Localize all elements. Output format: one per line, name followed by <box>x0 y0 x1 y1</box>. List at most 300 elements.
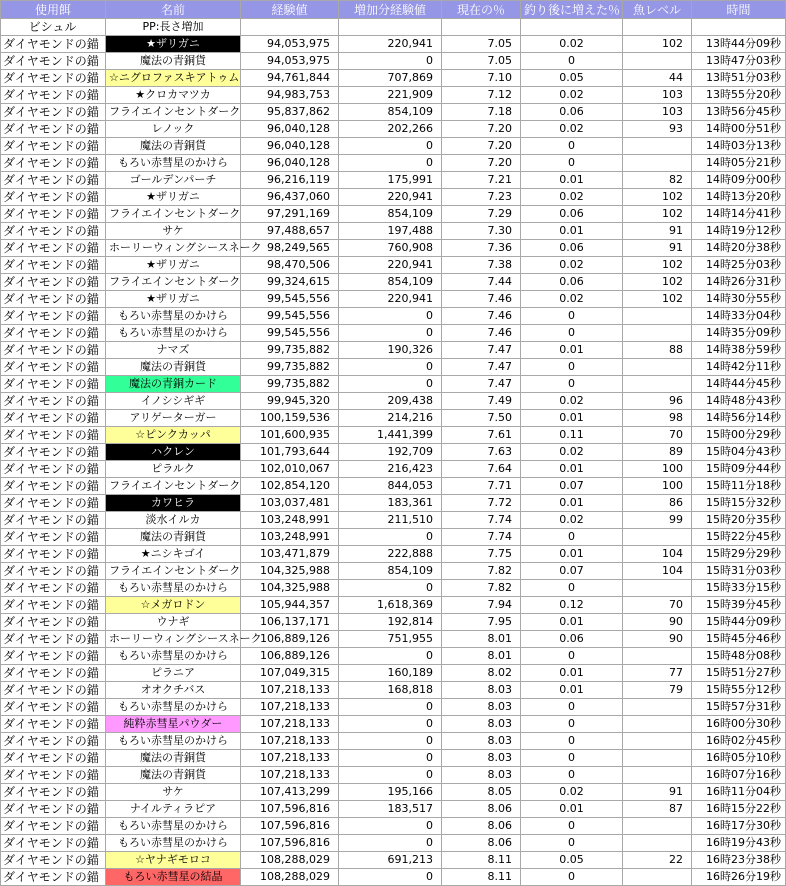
time-cell: 14時35分09秒 <box>692 325 786 342</box>
fish-level-cell: 96 <box>623 393 692 410</box>
exp-cell: 108,288,029 <box>241 852 339 869</box>
exp-cell: 107,596,816 <box>241 835 339 852</box>
name-cell: サケ <box>106 223 241 240</box>
header-exp: 経験値 <box>241 1 339 19</box>
fish-level-cell <box>623 529 692 546</box>
name-cell: ★ザリガニ <box>106 291 241 308</box>
name-cell: カワヒラ <box>106 495 241 512</box>
header-fish-level: 魚レベル <box>623 1 692 19</box>
header-time: 時間 <box>692 1 786 19</box>
exp-cell: 97,291,169 <box>241 206 339 223</box>
current-pct-cell: 7.10 <box>442 70 521 87</box>
time-cell: 15時55分12秒 <box>692 682 786 699</box>
current-pct-cell: 8.06 <box>442 835 521 852</box>
name-cell: オオクチバス <box>106 682 241 699</box>
pct-gain-cell: 0 <box>521 359 623 376</box>
exp-cell: 98,249,565 <box>241 240 339 257</box>
pct-gain-cell: 0.02 <box>521 512 623 529</box>
pct-gain-cell: 0 <box>521 818 623 835</box>
fish-level-cell: 70 <box>623 597 692 614</box>
exp-gain-cell: 0 <box>339 376 442 393</box>
time-cell: 14時14分41秒 <box>692 206 786 223</box>
fish-level-cell: 89 <box>623 444 692 461</box>
bait-cell: ダイヤモンドの錨 <box>1 240 106 257</box>
exp-gain-cell: 222,888 <box>339 546 442 563</box>
bait-cell: ダイヤモンドの錨 <box>1 716 106 733</box>
header-bait: 使用餌 <box>1 1 106 19</box>
fish-level-cell: 88 <box>623 342 692 359</box>
fish-level-cell <box>623 818 692 835</box>
exp-gain-cell: 751,955 <box>339 631 442 648</box>
pct-gain-cell: 0.02 <box>521 36 623 53</box>
time-cell: 15時48分08秒 <box>692 648 786 665</box>
table-row <box>1 359 786 376</box>
exp-gain-cell: 220,941 <box>339 257 442 274</box>
pct-gain-cell: 0 <box>521 308 623 325</box>
current-pct-cell: 7.21 <box>442 172 521 189</box>
name-cell: 魔法の青銅貨 <box>106 529 241 546</box>
name-cell: もろい赤彗星のかけら <box>106 835 241 852</box>
exp-cell: 107,218,133 <box>241 767 339 784</box>
exp-gain-cell: 691,213 <box>339 852 442 869</box>
name-cell: ピラルク <box>106 461 241 478</box>
table-row <box>1 665 786 682</box>
table-row <box>1 138 786 155</box>
exp-cell: 102,854,120 <box>241 478 339 495</box>
bait-cell: ダイヤモンドの錨 <box>1 359 106 376</box>
pct-gain-cell: 0.01 <box>521 546 623 563</box>
fish-level-cell <box>623 308 692 325</box>
bait-cell: ダイヤモンドの錨 <box>1 172 106 189</box>
pct-gain-cell: 0 <box>521 716 623 733</box>
current-pct-cell: 7.71 <box>442 478 521 495</box>
pct-gain-cell: 0.01 <box>521 801 623 818</box>
fish-level-cell: 90 <box>623 631 692 648</box>
table-row <box>1 852 786 869</box>
time-cell: 16時11分04秒 <box>692 784 786 801</box>
bait-cell: ダイヤモンドの錨 <box>1 614 106 631</box>
time-cell: 14時20分38秒 <box>692 240 786 257</box>
name-cell: 魔法の青銅貨 <box>106 53 241 70</box>
table-row <box>1 648 786 665</box>
pct-gain-cell: 0 <box>521 325 623 342</box>
current-pct-cell: 8.03 <box>442 733 521 750</box>
exp-gain-cell: 760,908 <box>339 240 442 257</box>
bait-cell: ダイヤモンドの錨 <box>1 53 106 70</box>
name-cell: 純粋赤彗星パウダー <box>106 716 241 733</box>
pct-gain-cell: 0.01 <box>521 223 623 240</box>
bait-cell: ダイヤモンドの錨 <box>1 767 106 784</box>
pct-gain-cell: 0.02 <box>521 444 623 461</box>
fish-level-cell: 91 <box>623 784 692 801</box>
current-pct-cell: 7.82 <box>442 563 521 580</box>
table-row <box>1 172 786 189</box>
bait-cell: ダイヤモンドの錨 <box>1 597 106 614</box>
current-pct-cell: 7.50 <box>442 410 521 427</box>
pct-gain-cell: 0.02 <box>521 393 623 410</box>
pct-gain-cell: 0 <box>521 699 623 716</box>
name-cell: フライエインセントダーク <box>106 274 241 291</box>
time-cell: 14時19分12秒 <box>692 223 786 240</box>
table-row <box>1 512 786 529</box>
exp-gain-cell: 854,109 <box>339 274 442 291</box>
fish-level-cell <box>623 648 692 665</box>
fish-level-cell: 90 <box>623 614 692 631</box>
name-cell: 魔法の青銅貨 <box>106 359 241 376</box>
header-pct-gain: 釣り後に増えた％ <box>521 1 623 19</box>
pct-gain-cell: 0 <box>521 138 623 155</box>
exp-gain-cell: 0 <box>339 716 442 733</box>
bait-cell: ダイヤモンドの錨 <box>1 835 106 852</box>
exp-gain-cell: 0 <box>339 325 442 342</box>
table-row <box>1 835 786 852</box>
pct-gain-cell: 0 <box>521 750 623 767</box>
exp-gain-cell: 202,266 <box>339 121 442 138</box>
exp-cell: 106,137,171 <box>241 614 339 631</box>
table-row <box>1 325 786 342</box>
time-cell: 14時13分20秒 <box>692 189 786 206</box>
fish-level-cell: 102 <box>623 189 692 206</box>
current-pct-cell: 8.03 <box>442 750 521 767</box>
exp-cell: 107,049,315 <box>241 665 339 682</box>
table-row <box>1 257 786 274</box>
current-pct-cell: 7.82 <box>442 580 521 597</box>
exp-cell: 103,248,991 <box>241 529 339 546</box>
pct-gain-cell: 0.05 <box>521 70 623 87</box>
exp-cell: 96,040,128 <box>241 138 339 155</box>
exp-cell: 94,983,753 <box>241 87 339 104</box>
fish-level-cell: 77 <box>623 665 692 682</box>
time-cell <box>692 19 786 36</box>
table-row <box>1 733 786 750</box>
bait-cell: ダイヤモンドの錨 <box>1 121 106 138</box>
pct-gain-cell: 0 <box>521 155 623 172</box>
current-pct-cell: 7.12 <box>442 87 521 104</box>
pct-gain-cell: 0.06 <box>521 631 623 648</box>
bait-cell: ダイヤモンドの錨 <box>1 784 106 801</box>
fish-level-cell <box>623 869 692 886</box>
exp-cell: 106,889,126 <box>241 648 339 665</box>
current-pct-cell: 7.46 <box>442 291 521 308</box>
current-pct-cell: 8.11 <box>442 852 521 869</box>
time-cell: 13時55分20秒 <box>692 87 786 104</box>
table-row <box>1 189 786 206</box>
current-pct-cell: 8.11 <box>442 869 521 886</box>
time-cell: 15時33分15秒 <box>692 580 786 597</box>
name-cell: サケ <box>106 784 241 801</box>
fish-level-cell <box>623 716 692 733</box>
pct-gain-cell: 0.01 <box>521 410 623 427</box>
current-pct-cell <box>442 19 521 36</box>
bait-cell: ダイヤモンドの錨 <box>1 325 106 342</box>
current-pct-cell: 7.75 <box>442 546 521 563</box>
time-cell: 15時39分45秒 <box>692 597 786 614</box>
time-cell: 15時51分27秒 <box>692 665 786 682</box>
name-cell: ピラニア <box>106 665 241 682</box>
current-pct-cell: 7.44 <box>442 274 521 291</box>
fish-level-cell: 79 <box>623 682 692 699</box>
pct-gain-cell: 0.07 <box>521 563 623 580</box>
current-pct-cell: 7.05 <box>442 53 521 70</box>
exp-gain-cell: 1,441,399 <box>339 427 442 444</box>
exp-gain-cell: 0 <box>339 818 442 835</box>
name-cell: 魔法の青銅貨 <box>106 767 241 784</box>
time-cell: 13時44分09秒 <box>692 36 786 53</box>
name-cell: レノック <box>106 121 241 138</box>
time-cell: 14時30分55秒 <box>692 291 786 308</box>
current-pct-cell: 7.20 <box>442 121 521 138</box>
current-pct-cell: 7.23 <box>442 189 521 206</box>
exp-gain-cell: 854,109 <box>339 104 442 121</box>
table-row <box>1 410 786 427</box>
name-cell: フライエインセントダーク <box>106 206 241 223</box>
fish-level-cell: 104 <box>623 563 692 580</box>
exp-cell: 99,945,320 <box>241 393 339 410</box>
pct-gain-cell: 0.01 <box>521 461 623 478</box>
table-row <box>1 291 786 308</box>
exp-cell: 106,889,126 <box>241 631 339 648</box>
pct-gain-cell: 0.01 <box>521 665 623 682</box>
pct-gain-cell: 0 <box>521 376 623 393</box>
exp-gain-cell: 168,818 <box>339 682 442 699</box>
time-cell: 16時05分10秒 <box>692 750 786 767</box>
fish-level-cell: 91 <box>623 223 692 240</box>
time-cell: 15時15分32秒 <box>692 495 786 512</box>
bait-cell: ダイヤモンドの錨 <box>1 818 106 835</box>
current-pct-cell: 8.02 <box>442 665 521 682</box>
exp-gain-cell: 192,814 <box>339 614 442 631</box>
pct-gain-cell: 0.01 <box>521 682 623 699</box>
name-cell: もろい赤彗星のかけら <box>106 308 241 325</box>
exp-gain-cell: 183,361 <box>339 495 442 512</box>
exp-gain-cell: 190,326 <box>339 342 442 359</box>
exp-cell <box>241 19 339 36</box>
table-row <box>1 444 786 461</box>
bait-cell: ダイヤモンドの錨 <box>1 869 106 886</box>
bait-cell: ダイヤモンドの錨 <box>1 852 106 869</box>
name-cell: フライエインセントダーク <box>106 104 241 121</box>
pct-gain-cell: 0 <box>521 767 623 784</box>
time-cell: 16時07分16秒 <box>692 767 786 784</box>
exp-cell: 103,471,879 <box>241 546 339 563</box>
bait-cell: ダイヤモンドの錨 <box>1 206 106 223</box>
time-cell: 15時11分18秒 <box>692 478 786 495</box>
pct-gain-cell: 0 <box>521 733 623 750</box>
bait-cell: ダイヤモンドの錨 <box>1 495 106 512</box>
table-row <box>1 546 786 563</box>
current-pct-cell: 7.20 <box>442 155 521 172</box>
time-cell: 14時00分51秒 <box>692 121 786 138</box>
fish-level-cell <box>623 325 692 342</box>
pct-gain-cell: 0.12 <box>521 597 623 614</box>
time-cell: 15時29分29秒 <box>692 546 786 563</box>
table-row <box>1 495 786 512</box>
bait-cell: ダイヤモンドの錨 <box>1 36 106 53</box>
time-cell: 14時48分43秒 <box>692 393 786 410</box>
exp-cell: 102,010,067 <box>241 461 339 478</box>
current-pct-cell: 7.20 <box>442 138 521 155</box>
pct-gain-cell: 0.02 <box>521 121 623 138</box>
header-name: 名前 <box>106 1 241 19</box>
exp-gain-cell: 0 <box>339 733 442 750</box>
name-cell: ★ニシキゴイ <box>106 546 241 563</box>
table-row <box>1 784 786 801</box>
name-cell: ☆ニグロファスキアトゥム <box>106 70 241 87</box>
exp-gain-cell: 0 <box>339 138 442 155</box>
exp-cell: 96,437,060 <box>241 189 339 206</box>
name-cell: もろい赤彗星のかけら <box>106 648 241 665</box>
bait-cell: ダイヤモンドの錨 <box>1 546 106 563</box>
exp-cell: 99,735,882 <box>241 376 339 393</box>
exp-gain-cell: 0 <box>339 155 442 172</box>
pct-gain-cell: 0.06 <box>521 206 623 223</box>
fish-level-cell <box>623 376 692 393</box>
exp-gain-cell: 0 <box>339 53 442 70</box>
exp-gain-cell: 0 <box>339 750 442 767</box>
bait-cell: ダイヤモンドの錨 <box>1 563 106 580</box>
fish-level-cell: 98 <box>623 410 692 427</box>
pct-gain-cell: 0.02 <box>521 291 623 308</box>
exp-gain-cell: 0 <box>339 835 442 852</box>
current-pct-cell: 8.01 <box>442 648 521 665</box>
time-cell: 15時22分45秒 <box>692 529 786 546</box>
bait-cell: ダイヤモンドの錨 <box>1 189 106 206</box>
pct-gain-cell: 0.02 <box>521 784 623 801</box>
current-pct-cell: 7.47 <box>442 359 521 376</box>
fish-level-cell: 103 <box>623 104 692 121</box>
fish-level-cell: 102 <box>623 291 692 308</box>
time-cell: 15時45分46秒 <box>692 631 786 648</box>
current-pct-cell: 7.38 <box>442 257 521 274</box>
name-cell: ホーリーウィングシースネーク <box>106 240 241 257</box>
time-cell: 14時09分00秒 <box>692 172 786 189</box>
exp-gain-cell: 220,941 <box>339 291 442 308</box>
fish-level-cell <box>623 699 692 716</box>
exp-cell: 96,216,119 <box>241 172 339 189</box>
fish-level-cell: 22 <box>623 852 692 869</box>
name-cell: ☆メガロドン <box>106 597 241 614</box>
time-cell: 14時44分45秒 <box>692 376 786 393</box>
fish-level-cell: 102 <box>623 36 692 53</box>
pct-gain-cell: 0.01 <box>521 495 623 512</box>
bait-cell: ビシュル <box>1 19 106 36</box>
bait-cell: ダイヤモンドの錨 <box>1 733 106 750</box>
name-cell: ★クロカマツカ <box>106 87 241 104</box>
bait-cell: ダイヤモンドの錨 <box>1 257 106 274</box>
exp-gain-cell: 0 <box>339 580 442 597</box>
exp-cell: 99,735,882 <box>241 359 339 376</box>
name-cell: もろい赤彗星のかけら <box>106 699 241 716</box>
current-pct-cell: 8.05 <box>442 784 521 801</box>
exp-cell: 101,793,644 <box>241 444 339 461</box>
current-pct-cell: 8.01 <box>442 631 521 648</box>
current-pct-cell: 7.49 <box>442 393 521 410</box>
fish-level-cell <box>623 19 692 36</box>
time-cell: 15時31分03秒 <box>692 563 786 580</box>
fish-level-cell: 102 <box>623 206 692 223</box>
table-row <box>1 818 786 835</box>
exp-cell: 97,488,657 <box>241 223 339 240</box>
exp-cell: 107,218,133 <box>241 733 339 750</box>
exp-cell: 99,735,882 <box>241 342 339 359</box>
time-cell: 14時05分21秒 <box>692 155 786 172</box>
time-cell: 14時25分03秒 <box>692 257 786 274</box>
table-row <box>1 104 786 121</box>
exp-gain-cell: 209,438 <box>339 393 442 410</box>
bait-cell: ダイヤモンドの錨 <box>1 631 106 648</box>
fish-level-cell <box>623 53 692 70</box>
bait-cell: ダイヤモンドの錨 <box>1 580 106 597</box>
exp-gain-cell: 0 <box>339 699 442 716</box>
pct-gain-cell: 0.11 <box>521 427 623 444</box>
bait-cell: ダイヤモンドの錨 <box>1 478 106 495</box>
exp-gain-cell: 0 <box>339 648 442 665</box>
table-row <box>1 240 786 257</box>
table-body <box>1 19 786 886</box>
current-pct-cell: 7.74 <box>442 529 521 546</box>
current-pct-cell: 7.46 <box>442 308 521 325</box>
exp-cell: 95,837,862 <box>241 104 339 121</box>
fish-level-cell: 86 <box>623 495 692 512</box>
pct-gain-cell <box>521 19 623 36</box>
time-cell: 16時19分43秒 <box>692 835 786 852</box>
time-cell: 14時42分11秒 <box>692 359 786 376</box>
exp-gain-cell: 195,166 <box>339 784 442 801</box>
exp-gain-cell: 160,189 <box>339 665 442 682</box>
bait-cell: ダイヤモンドの錨 <box>1 308 106 325</box>
exp-cell: 100,159,536 <box>241 410 339 427</box>
table-row <box>1 376 786 393</box>
bait-cell: ダイヤモンドの錨 <box>1 291 106 308</box>
name-cell: ウナギ <box>106 614 241 631</box>
exp-gain-cell: 214,216 <box>339 410 442 427</box>
time-cell: 13時56分45秒 <box>692 104 786 121</box>
table-row <box>1 121 786 138</box>
name-cell: もろい赤彗星のかけら <box>106 155 241 172</box>
name-cell: もろい赤彗星のかけら <box>106 325 241 342</box>
exp-gain-cell <box>339 19 442 36</box>
bait-cell: ダイヤモンドの錨 <box>1 699 106 716</box>
name-cell: PP:長さ増加 <box>106 19 241 36</box>
time-cell: 16時23分38秒 <box>692 852 786 869</box>
fish-level-cell: 44 <box>623 70 692 87</box>
exp-cell: 99,545,556 <box>241 308 339 325</box>
pct-gain-cell: 0 <box>521 835 623 852</box>
exp-gain-cell: 220,941 <box>339 36 442 53</box>
bait-cell: ダイヤモンドの錨 <box>1 410 106 427</box>
exp-cell: 105,944,357 <box>241 597 339 614</box>
time-cell: 15時44分09秒 <box>692 614 786 631</box>
exp-cell: 107,218,133 <box>241 682 339 699</box>
name-cell: もろい赤彗星のかけら <box>106 818 241 835</box>
pct-gain-cell: 0.06 <box>521 240 623 257</box>
exp-gain-cell: 1,618,369 <box>339 597 442 614</box>
fish-level-cell <box>623 138 692 155</box>
name-cell: フライエインセントダーク <box>106 478 241 495</box>
table-row <box>1 614 786 631</box>
exp-cell: 107,218,133 <box>241 699 339 716</box>
exp-gain-cell: 854,109 <box>339 206 442 223</box>
bait-cell: ダイヤモンドの錨 <box>1 427 106 444</box>
pct-gain-cell: 0.06 <box>521 104 623 121</box>
time-cell: 16時00分30秒 <box>692 716 786 733</box>
current-pct-cell: 7.95 <box>442 614 521 631</box>
header-exp-gain: 増加分経験値 <box>339 1 442 19</box>
fish-level-cell: 104 <box>623 546 692 563</box>
current-pct-cell: 7.46 <box>442 325 521 342</box>
current-pct-cell: 7.30 <box>442 223 521 240</box>
table-row <box>1 53 786 70</box>
